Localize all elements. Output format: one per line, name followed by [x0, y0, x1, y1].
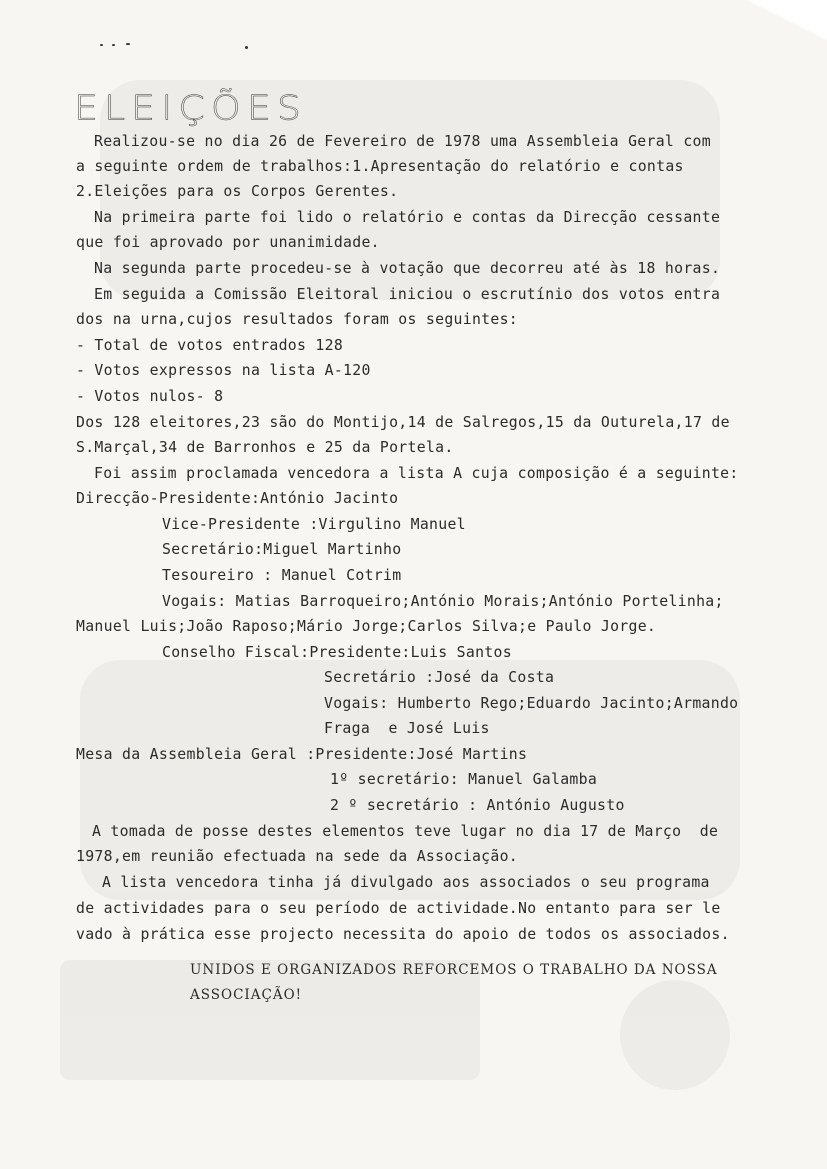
- paragraph-line: A lista vencedora tinha já divulgado aos associados o seu programa: [102, 874, 710, 891]
- paragraph-line: de actividades para o seu período de actividade.No entanto para ser le: [76, 900, 721, 917]
- board-member-line: Direcção-Presidente:António Jacinto: [76, 490, 399, 507]
- paragraph-line: S.Marçal,34 de Barronhos e 25 da Portela.: [76, 439, 454, 456]
- paragraph-line: Foi assim proclamada vencedora a lista A cuja composição é a seguinte:: [94, 465, 739, 482]
- paragraph-line: a seguinte ordem de trabalhos:1.Apresentação do relatório e contas: [76, 158, 684, 175]
- paragraph-line: dos na urna,cujos resultados foram os seguintes:: [76, 311, 519, 328]
- board-member-line: Mesa da Assembleia Geral :Presidente:José Martins: [76, 746, 528, 763]
- folded-corner: [747, 0, 827, 40]
- board-member-line: Secretário :José da Costa: [324, 669, 555, 686]
- ink-speck: [126, 43, 130, 45]
- paragraph-line: Realizou-se no dia 26 de Fevereiro de 1978 uma Assembleia Geral com: [94, 133, 711, 150]
- paragraph-line: Na segunda parte procedeu-se à votação que decorreu até às 18 horas.: [94, 260, 721, 277]
- board-member-line: Secretário:Miguel Martinho: [162, 541, 402, 558]
- board-member-line: 1º secretário: Manuel Galamba: [330, 771, 598, 788]
- paragraph-line: que foi aprovado por unanimidade.: [76, 234, 380, 251]
- list-item: - Votos expressos na lista A-120: [76, 362, 371, 379]
- ink-speck: [100, 44, 103, 46]
- board-member-line: Tesoureiro : Manuel Cotrim: [162, 567, 402, 584]
- paragraph-line: 2.Eleições para os Corpos Gerentes.: [76, 183, 399, 200]
- paragraph-line: vado à prática esse projecto necessita do apoio de todos os associados.: [76, 926, 730, 943]
- closing-slogan-line: ASSOCIAÇÃO!: [190, 987, 303, 1003]
- list-item: - Votos nulos- 8: [76, 388, 224, 405]
- board-member-line: Vogais: Matias Barroqueiro;António Morais;António Portelinha;: [162, 593, 724, 610]
- paragraph-line: 1978,em reunião efectuada na sede da Associação.: [76, 848, 519, 865]
- ink-speck: [245, 46, 248, 49]
- closing-slogan-line: UNIDOS E ORGANIZADOS REFORCEMOS O TRABALHO DA NOSSA: [190, 962, 718, 978]
- ink-speck: [112, 44, 115, 46]
- paragraph-line: A tomada de posse destes elementos teve lugar no dia 17 de Março de: [92, 823, 719, 840]
- list-item: - Total de votos entrados 128: [76, 337, 344, 354]
- board-member-line: 2 º secretário : António Augusto: [330, 797, 625, 814]
- paragraph-line: Dos 128 eleitores,23 são do Montijo,14 de Salregos,15 da Outurela,17 de: [76, 414, 730, 431]
- board-member-line: Fraga e José Luis: [324, 720, 490, 737]
- document-title: ELEIÇÕES: [74, 88, 307, 128]
- board-member-line: Vice-Presidente :Virgulino Manuel: [162, 516, 466, 533]
- board-member-line: Conselho Fiscal:Presidente:Luis Santos: [162, 644, 512, 661]
- paragraph-line: Na primeira parte foi lido o relatório e contas da Direcção cessante: [94, 209, 721, 226]
- board-member-line: Manuel Luis;João Raposo;Mário Jorge;Carlos Silva;e Paulo Jorge.: [76, 618, 657, 635]
- paragraph-line: Em seguida a Comissão Eleitoral iniciou o escrutínio dos votos entra: [94, 286, 721, 303]
- board-member-line: Vogais: Humberto Rego;Eduardo Jacinto;Armando: [324, 695, 739, 712]
